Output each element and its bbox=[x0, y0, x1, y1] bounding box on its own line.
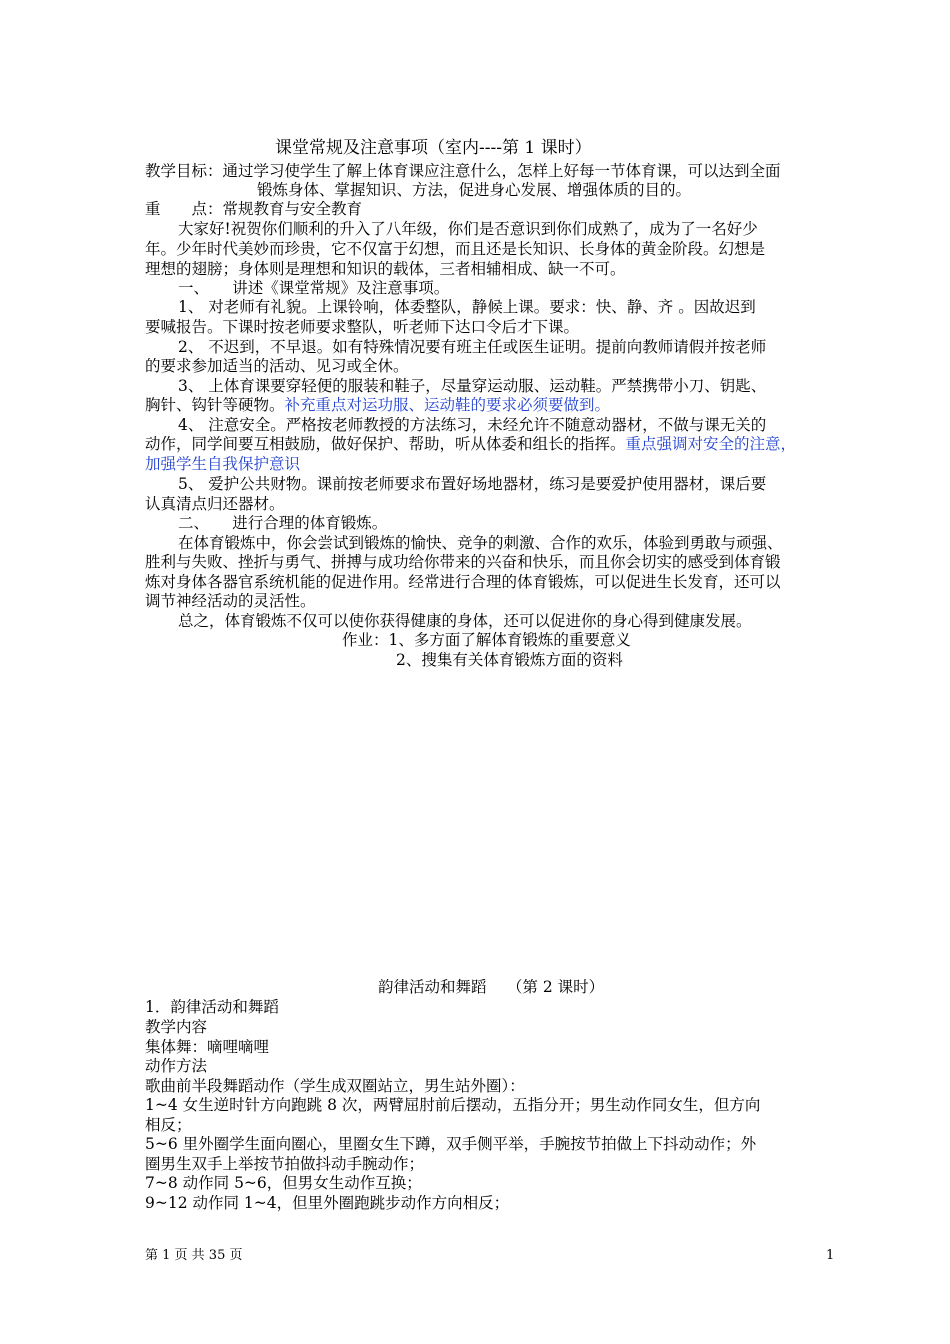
para2-line: 炼对身体各器官系统机能的促进作用。经常进行合理的体育锻炼，可以促进生长发育，还可以 bbox=[145, 573, 781, 591]
lesson2-line: 9~12 动作同 1~4，但里外圈跑跳步动作方向相反； bbox=[145, 1194, 510, 1212]
para2-line: 在体育锻炼中，你会尝试到锻炼的愉快、竞争的刺激、合作的欢乐，体验到勇敢与顽强、 bbox=[178, 534, 783, 552]
lesson2-line: 5~6 里外圈学生面向圈心，里圈女生下蹲，双手侧平举，手腕按节拍做上下抖动动作；外 bbox=[145, 1135, 757, 1153]
lesson2-line: 相反； bbox=[145, 1116, 192, 1134]
rule-item-3-cont bbox=[145, 396, 610, 415]
rule-item-4-cont bbox=[145, 435, 796, 454]
homework-1: 作业：1、多方面了解体育锻炼的重要意义 bbox=[342, 631, 631, 649]
section2-heading: 二、 进行合理的体育锻炼。 bbox=[178, 514, 388, 532]
lesson2-line: 7~8 动作同 5~6，但男女生动作互换； bbox=[145, 1174, 422, 1192]
lesson2-line: 动作方法 bbox=[145, 1057, 208, 1075]
homework-2: 2、搜集有关体育锻炼方面的资料 bbox=[396, 651, 623, 669]
lesson1-title: 课堂常规及注意事项（室内----第 1 课时） bbox=[275, 138, 592, 158]
summary: 总之，体育锻炼不仅可以使你获得健康的身体，还可以促进你的身心得到健康发展。 bbox=[178, 612, 752, 630]
objective-line-1: 教学目标：通过学习使学生了解上体育课应注意什么，怎样上好每一节体育课，可以达到全面 bbox=[145, 162, 781, 180]
lesson2-line: 圈男生双手上举按节拍做抖动手腕动作； bbox=[145, 1155, 425, 1173]
objective-line-2: 锻炼身体、掌握知识、方法，促进身心发展、增强体质的目的。 bbox=[257, 181, 692, 199]
item4-note-cont: 加强学生自我保护意识 bbox=[145, 455, 301, 473]
para2-line: 调节神经活动的灵活性。 bbox=[145, 592, 316, 610]
footer-page-number: 1 bbox=[826, 1248, 835, 1263]
rule-item-4-cont-text: 动作，同学间要互相鼓励，做好保护、帮助，听从体委和组长的指挥。 bbox=[145, 435, 626, 453]
rule-item-1-cont: 要喊报告。下课时按老师要求整队，听老师下达口令后才下课。 bbox=[145, 318, 580, 336]
intro-line: 大家好!祝贺你们顺利的升入了八年级，你们是否意识到你们成熟了，成为了一名好少 bbox=[178, 220, 758, 238]
rule-item-3-cont-text: 胸针、钩针等硬物。 bbox=[145, 396, 285, 414]
footer-page-info: 第 1 页 共 35 页 bbox=[145, 1248, 243, 1263]
item4-note: 重点强调对安全的注意， bbox=[625, 435, 797, 453]
lesson2-line: 1．韵律活动和舞蹈 bbox=[145, 998, 279, 1016]
rule-item-1: 1、 对老师有礼貌。上课铃响，体委整队，静候上课。要求：快、静、齐 。因故迟到 bbox=[178, 298, 756, 316]
item3-note: 补充重点对运功服、运动鞋的要求必须要做到。 bbox=[284, 396, 611, 414]
rule-item-2: 2、 不迟到，不早退。如有特殊情况要有班主任或医生证明。提前向教师请假并按老师 bbox=[178, 338, 767, 356]
rule-item-5: 5、 爱护公共财物。课前按老师要求布置好场地器材，练习是要爱护使用器材，课后要 bbox=[178, 475, 767, 493]
lesson2-line: 歌曲前半段舞蹈动作（学生成双圈站立，男生站外圈）： bbox=[145, 1077, 525, 1095]
lesson2-title: 韵律活动和舞蹈 （第 2 课时） bbox=[378, 978, 605, 996]
intro-line: 理想的翅膀；身体则是理想和知识的载体，三者相辅相成、缺一不可。 bbox=[145, 260, 626, 278]
rule-item-3: 3、 上体育课要穿轻便的服装和鞋子，尽量穿运动服、运动鞋。严禁携带小刀、钥匙、 bbox=[178, 377, 767, 395]
rule-item-4: 4、 注意安全。严格按老师教授的方法练习，未经允许不随意动器材，不做与课无关的 bbox=[178, 416, 767, 434]
section1-heading: 一、 讲述《课堂常规》及注意事项。 bbox=[178, 279, 450, 297]
para2-line: 胜利与失败、挫折与勇气、拼搏与成功给你带来的兴奋和快乐，而且你会切实的感受到体育锻 bbox=[145, 553, 781, 571]
key-point: 重 点：常规教育与安全教育 bbox=[145, 200, 363, 218]
intro-line: 年。少年时代美妙而珍贵，它不仅富于幻想，而且还是长知识、长身体的黄金阶段。幻想是 bbox=[145, 240, 766, 258]
rule-item-5-cont: 认真清点归还器材。 bbox=[145, 495, 285, 513]
rule-item-2-cont: 的要求参加适当的活动、见习或全休。 bbox=[145, 357, 409, 375]
lesson2-line: 集体舞：嘀哩嘀哩 bbox=[145, 1038, 270, 1056]
lesson2-line: 教学内容 bbox=[145, 1018, 208, 1036]
lesson2-line: 1~4 女生逆时针方向跑跳 8 次，两臂屈肘前后摆动，五指分开；男生动作同女生，但方向 bbox=[145, 1096, 761, 1114]
